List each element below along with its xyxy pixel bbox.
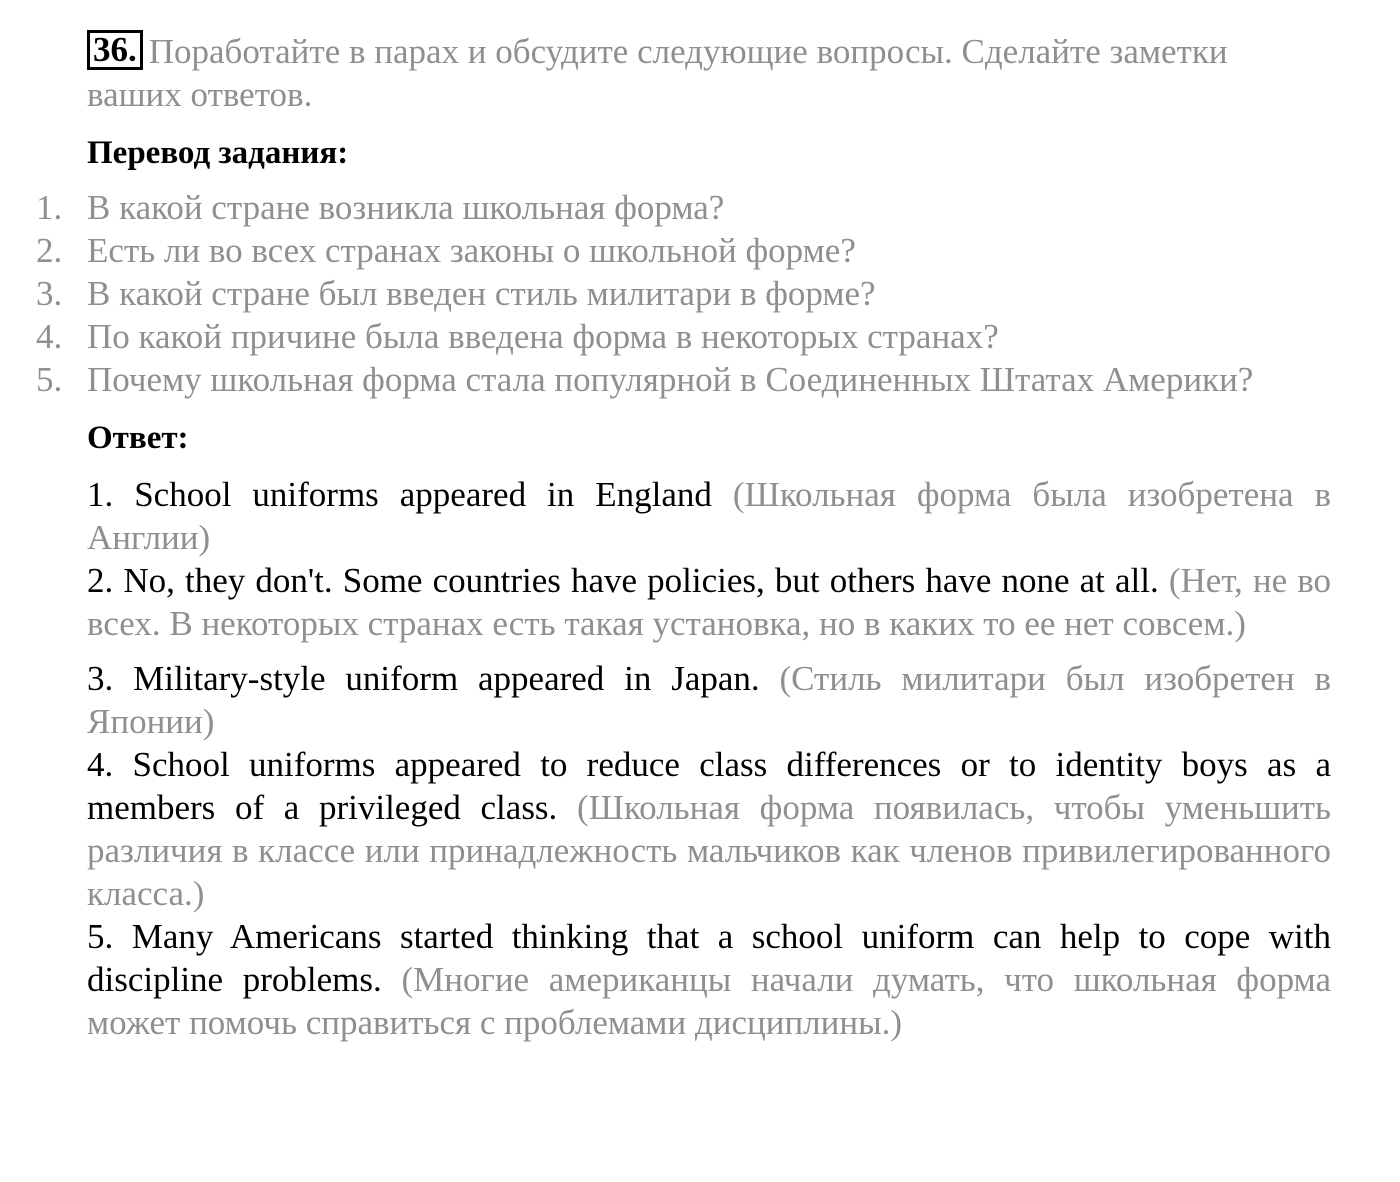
question-item bbox=[36, 358, 1331, 401]
answer-russian: (Стиль милитари был изобретен в Японии) bbox=[87, 659, 1331, 741]
question-number: 3. bbox=[36, 274, 63, 313]
task-number: 36. bbox=[87, 30, 143, 70]
answer-english: 3. Military-style uniform appeared in Japan. bbox=[87, 659, 760, 698]
translation-heading: Перевод задания: bbox=[87, 135, 349, 171]
document-page bbox=[36, 30, 1332, 1044]
answer-item bbox=[87, 559, 1331, 645]
answer-russian: (Многие американцы начали думать, что школьная форма может помочь справиться с проблемами дисциплины.) bbox=[87, 960, 1332, 1042]
answer-item bbox=[87, 915, 1331, 1044]
question-number: 4. bbox=[36, 317, 63, 356]
answer-english: 1. School uniforms appeared in England bbox=[87, 475, 712, 514]
task-statement bbox=[87, 30, 1331, 116]
task-text: Поработайте в парах и обсудите следующие вопросы. Сделайте заметки ваших ответов. bbox=[87, 32, 1228, 114]
answer-item bbox=[87, 473, 1331, 559]
question-list bbox=[36, 186, 1331, 401]
question-number: 1. bbox=[36, 188, 63, 227]
answer-heading: Ответ: bbox=[87, 420, 189, 456]
answer-russian: (Школьная форма появилась, чтобы уменьшить различия в классе или принадлежность мальчиков как членов привилегированного класса.) bbox=[87, 788, 1332, 913]
answer-english: 2. No, they don't. Some countries have policies, but others have none at all. bbox=[87, 561, 1159, 600]
question-number: 2. bbox=[36, 231, 63, 270]
question-text: В какой стране возникла школьная форма? bbox=[87, 188, 725, 227]
question-item bbox=[36, 229, 1331, 272]
question-text: Почему школьная форма стала популярной в Соединенных Штатах Америки? bbox=[87, 360, 1254, 399]
answer-russian: (Школьная форма была изобретена в Англии) bbox=[87, 475, 1331, 557]
answer-english: 4. School uniforms appeared to reduce class differences or to identity boys as a members of a privileged class. bbox=[87, 745, 1331, 827]
answer-item bbox=[87, 743, 1331, 915]
question-item bbox=[36, 272, 1331, 315]
question-item bbox=[36, 315, 1331, 358]
question-item bbox=[36, 186, 1331, 229]
question-text: По какой причине была введена форма в некоторых странах? bbox=[87, 317, 999, 356]
answer-russian: (Нет, не во всех. В некоторых странах есть такая установка, но в каких то ее нет совсем.) bbox=[87, 561, 1332, 643]
question-number: 5. bbox=[36, 360, 63, 399]
answer-english: 5. Many Americans started thinking that a school uniform can help to cope with discipline problems. bbox=[87, 917, 1331, 999]
question-text: Есть ли во всех странах законы о школьной форме? bbox=[87, 231, 856, 270]
question-text: В какой стране был введен стиль милитари в форме? bbox=[87, 274, 876, 313]
answer-item bbox=[87, 657, 1331, 743]
answer-list bbox=[87, 473, 1331, 1044]
